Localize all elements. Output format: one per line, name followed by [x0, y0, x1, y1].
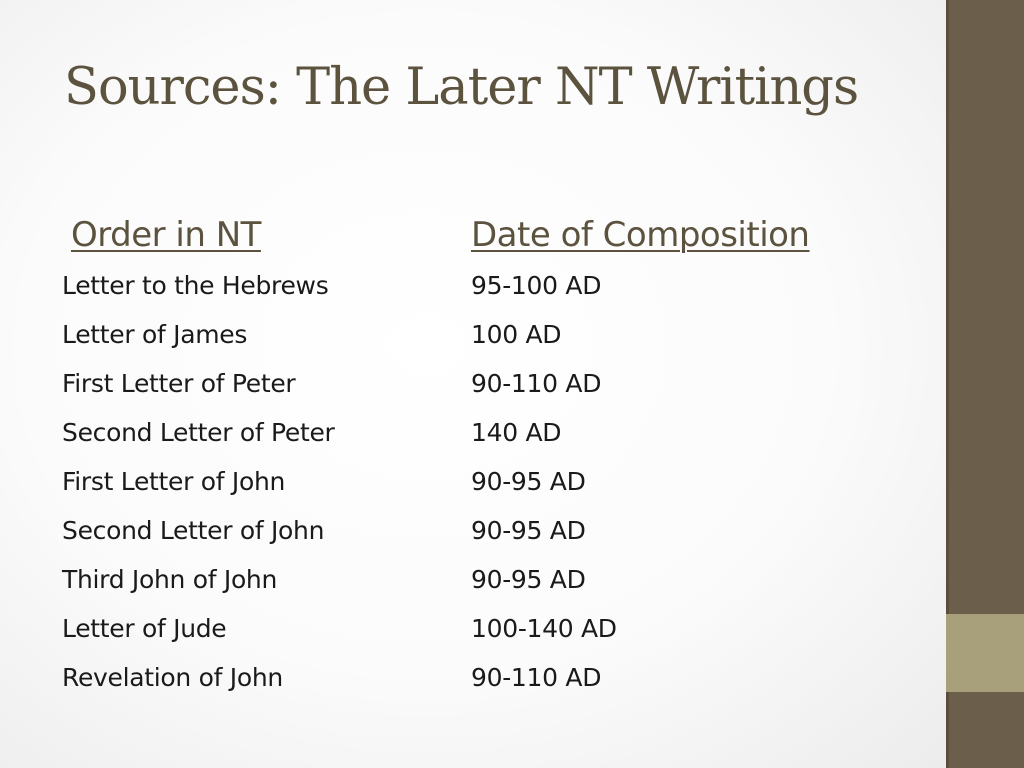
table-row — [62, 511, 922, 560]
book-name: Second Letter of Peter — [62, 418, 335, 447]
table-row — [62, 266, 922, 315]
slide-title: Sources: The Later NT Writings — [64, 58, 859, 117]
book-name: Third John of John — [62, 565, 278, 594]
composition-date: 95-100 AD — [471, 271, 602, 300]
book-name: First Letter of Peter — [62, 369, 296, 398]
table-row — [62, 413, 922, 462]
table-row — [62, 364, 922, 413]
table-body — [62, 266, 922, 707]
column-header-order: Order in NT — [71, 215, 261, 255]
table-row — [62, 560, 922, 609]
composition-date: 90-110 AD — [471, 369, 602, 398]
composition-date: 90-110 AD — [471, 663, 602, 692]
composition-table — [62, 212, 922, 707]
composition-date: 90-95 AD — [471, 467, 586, 496]
composition-date: 100-140 AD — [471, 614, 617, 643]
side-decoration-accent — [946, 614, 1024, 692]
composition-date: 90-95 AD — [471, 565, 586, 594]
table-row — [62, 609, 922, 658]
book-name: Second Letter of John — [62, 516, 325, 545]
composition-date: 90-95 AD — [471, 516, 586, 545]
table-row — [62, 462, 922, 511]
table-row — [62, 315, 922, 364]
book-name: Letter of James — [62, 320, 248, 349]
composition-date: 140 AD — [471, 418, 562, 447]
book-name: First Letter of John — [62, 467, 286, 496]
book-name: Revelation of John — [62, 663, 283, 692]
composition-date: 100 AD — [471, 320, 562, 349]
book-name: Letter to the Hebrews — [62, 271, 329, 300]
book-name: Letter of Jude — [62, 614, 227, 643]
table-header-row — [62, 212, 922, 262]
table-row — [62, 658, 922, 707]
column-header-date: Date of Composition — [471, 215, 810, 255]
